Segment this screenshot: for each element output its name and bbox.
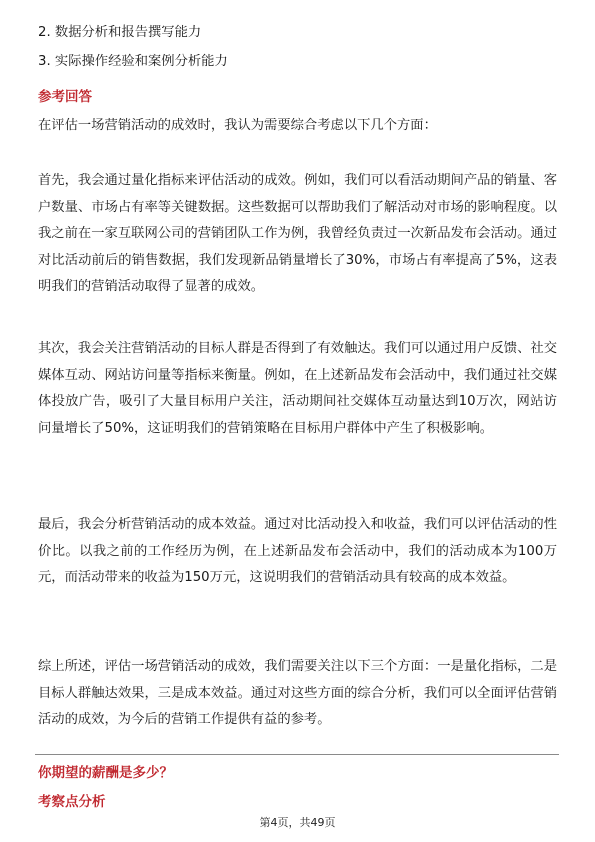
section-divider (35, 754, 559, 755)
list-item: 3. 实际操作经验和案例分析能力 (38, 54, 228, 69)
page-number: 第4页，共49页 (259, 816, 336, 829)
paragraph: 其次，我会关注营销活动的目标人群是否得到了有效触达。我们可以通过用户反馈、社交媒体互动、网站访问量等指标来衡量。例如，在上述新品发布会活动中，我们通过社交媒体投放广告，吸引了大量目标用户关注，活动期间社交媒体互动量达到10万次，网站访问量增长了50%，这证明我们的营销策略在目标用户群体中产生了积极影响。 (38, 341, 557, 436)
section-heading: 考察点分析 (38, 794, 106, 810)
list-item: 2. 数据分析和报告撰写能力 (38, 25, 202, 40)
question-heading: 你期望的薪酬是多少？ (38, 765, 173, 781)
paragraph: 综上所述，评估一场营销活动的成效，我们需要关注以下三个方面：一是量化指标，二是目标人群触达效果，三是成本效益。通过对这些方面的综合分析，我们可以全面评估营销活动的成效，为今后的营销工作提供有益的参考。 (38, 659, 557, 727)
answer-heading: 参考回答 (38, 89, 92, 105)
paragraph: 首先，我会通过量化指标来评估活动的成效。例如，我们可以看活动期间产品的销量、客户数量、市场占有率等关键数据。这些数据可以帮助我们了解活动对市场的影响程度。以我之前在一家互联网公司的营销团队工作为例，我曾经负责过一次新品发布会活动。通过对比活动前后的销售数据，我们发现新品销量增长了30%，市场占有率提高了5%，这表明我们的营销活动取得了显著的成效。 (38, 173, 557, 294)
paragraph: 最后，我会分析营销活动的成本效益。通过对比活动投入和收益，我们可以评估活动的性价比。以我之前的工作经历为例，在上述新品发布会活动中，我们的活动成本为100万元，而活动带来的收益为150万元，这说明我们的营销活动具有较高的成本效益。 (38, 517, 557, 585)
intro-text: 在评估一场营销活动的成效时，我认为需要综合考虑以下几个方面： (38, 118, 437, 133)
